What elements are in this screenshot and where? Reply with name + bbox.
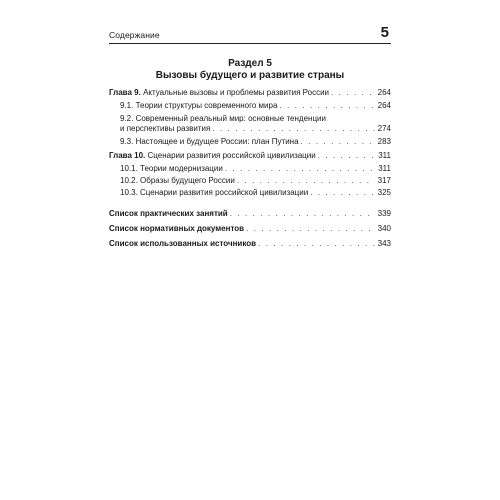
entry-page: 311	[378, 164, 391, 173]
dot-leader	[212, 124, 374, 134]
entry-page: 317	[377, 176, 391, 185]
entry-title: 10.3. Сценарии развития российской цивилизации	[120, 188, 309, 197]
entry-title-line1: 9.2. Современный реальный мир: основные тенденции	[120, 114, 326, 123]
toc-entry-practical[interactable]	[109, 209, 391, 219]
dot-leader	[237, 176, 375, 186]
toc-entry-10-2[interactable]	[109, 176, 391, 186]
entry-page: 264	[377, 101, 391, 110]
dot-leader	[318, 151, 376, 161]
entry-title-line2: и перспективы развития	[120, 124, 211, 133]
toc-entry-9-3[interactable]	[109, 137, 391, 147]
page-number: 5	[380, 24, 389, 41]
section-title: Вызовы будущего и развитие страны	[155, 70, 345, 81]
entry-page: 340	[377, 224, 391, 233]
dot-leader	[301, 137, 375, 147]
entry-title: 9.1. Теории структуры современного мира	[120, 101, 278, 110]
dot-leader	[258, 239, 375, 249]
toc-entry-normative[interactable]	[109, 224, 391, 234]
entry-title: 9.3. Настоящее и будущее России: план Путина	[120, 137, 299, 146]
entry-title: Актуальные вызовы и проблемы развития России	[143, 88, 330, 97]
entry-page: 283	[377, 137, 391, 146]
toc-entry-chapter-9[interactable]	[109, 88, 391, 98]
section-label: Раздел 5	[228, 58, 272, 69]
entry-page: 339	[377, 209, 391, 218]
entry-title: Сценарии развития российской цивилизации	[147, 151, 316, 160]
entry-page: 264	[377, 88, 391, 97]
running-header	[109, 24, 391, 44]
entry-title: 10.2. Образы будущего России	[120, 176, 235, 185]
dot-leader	[310, 188, 374, 198]
entry-page: 343	[377, 239, 391, 248]
toc-entry-9-1[interactable]	[109, 101, 391, 111]
header-title: Содержание	[109, 30, 160, 40]
chapter-prefix: Глава 9.	[109, 88, 141, 97]
toc-entry-9-2[interactable]	[120, 114, 391, 133]
entry-title: Список практических занятий	[109, 209, 228, 218]
toc-entry-chapter-10[interactable]	[109, 151, 391, 161]
toc-entry-10-3[interactable]	[109, 188, 391, 198]
entry-page: 325	[377, 188, 391, 197]
chapter-prefix: Глава 10.	[109, 151, 146, 160]
entry-page: 311	[378, 151, 391, 160]
dot-leader	[246, 224, 375, 234]
dot-leader	[331, 88, 375, 98]
entry-title: Список использованных источников	[109, 239, 257, 248]
dot-leader	[279, 101, 374, 111]
toc-entry-10-1[interactable]	[109, 164, 391, 174]
entry-title: Список нормативных документов	[109, 224, 245, 233]
entry-page: 274	[377, 124, 391, 133]
toc-entry-sources[interactable]	[109, 239, 391, 249]
dot-leader	[230, 209, 375, 219]
dot-leader	[225, 164, 375, 174]
entry-title: 10.1. Теории модернизации	[120, 164, 223, 173]
